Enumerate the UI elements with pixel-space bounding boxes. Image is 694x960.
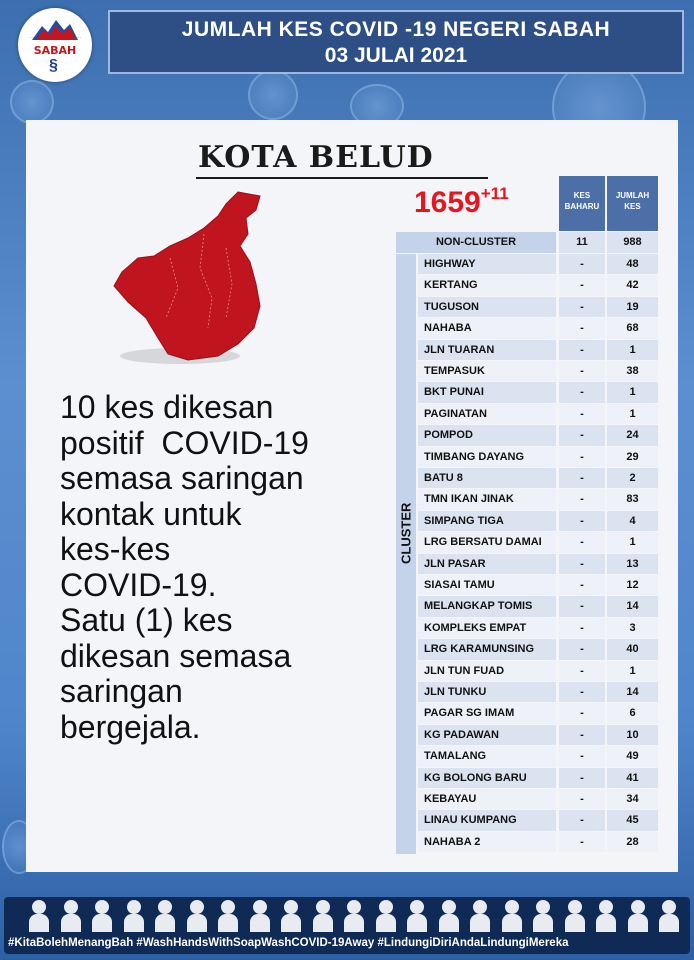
table-row-total: 40 — [607, 639, 658, 659]
description-line: kontak untuk — [60, 495, 242, 532]
non-cluster-new: 11 — [559, 232, 605, 253]
col-header-new: KES BAHARU — [559, 176, 605, 231]
frontliner-figure-icon — [501, 900, 523, 934]
table-row-total: 41 — [607, 768, 658, 788]
table-row-total: 2 — [607, 468, 658, 488]
table-row-name: KG PADAWAN — [418, 725, 556, 745]
case-description — [60, 390, 390, 745]
table-row-name: NAHABA 2 — [418, 832, 556, 852]
description-line: Satu (1) kes — [60, 602, 233, 638]
table-row-new: - — [559, 318, 605, 338]
table-row-total: 49 — [607, 746, 658, 766]
table-row-name: LINAU KUMPANG — [418, 810, 556, 830]
description-line: kes-kes — [60, 531, 171, 567]
kota-belud-map-icon — [108, 188, 268, 368]
table-row-new: - — [559, 682, 605, 702]
table-row-new: - — [559, 511, 605, 531]
frontliner-figure-icon — [343, 900, 365, 934]
table-row-total: 68 — [607, 318, 658, 338]
header-banner — [108, 10, 684, 74]
frontliner-figure-icon — [658, 900, 680, 934]
new-cases-value: +11 — [480, 184, 509, 203]
header-title: JUMLAH KES COVID -19 NEGERI SABAH — [181, 18, 611, 41]
non-cluster-label: NON-CLUSTER — [396, 232, 556, 253]
district-underline — [196, 177, 488, 179]
frontliner-figure-icon — [123, 900, 145, 934]
table-row-new: - — [559, 532, 605, 552]
table-row-total: 28 — [607, 832, 658, 852]
table-row-name: PAGAR SG IMAM — [418, 703, 556, 723]
district-title: KOTA BELUD — [198, 140, 434, 175]
frontliner-figure-icon — [91, 900, 113, 934]
table-row-new: - — [559, 425, 605, 445]
table-row-total: 13 — [607, 554, 658, 574]
table-row-total: 3 — [607, 618, 658, 638]
table-row-total: 6 — [607, 703, 658, 723]
table-row-name: KOMPLEKS EMPAT — [418, 618, 556, 638]
table-row-new: - — [559, 639, 605, 659]
total-cases — [414, 186, 509, 220]
table-row-total: 14 — [607, 596, 658, 616]
table-row-total: 38 — [607, 361, 658, 381]
table-row-name: PAGINATAN — [418, 404, 556, 424]
table-row-total: 29 — [607, 447, 658, 467]
description-line: positif COVID-19 — [60, 424, 309, 461]
total-cases-value: 1659 — [414, 186, 481, 219]
table-row-new: - — [559, 746, 605, 766]
table-row-new: - — [559, 489, 605, 509]
table-row-new: - — [559, 810, 605, 830]
table-row-new: - — [559, 703, 605, 723]
table-row-total: 83 — [607, 489, 658, 509]
table-row-new: - — [559, 254, 605, 274]
table-row-name: JLN TUARAN — [418, 340, 556, 360]
frontliner-figure-icon — [438, 900, 460, 934]
description-line: dikesan semasa — [60, 637, 292, 674]
table-row-name: LRG BERSATU DAMAI — [418, 532, 556, 552]
table-row-total: 45 — [607, 810, 658, 830]
table-row-total: 14 — [607, 682, 658, 702]
frontliner-figure-icon — [249, 900, 271, 934]
non-cluster-total: 988 — [607, 232, 658, 253]
frontliner-figure-icon — [154, 900, 176, 934]
table-row-name: TEMPASUK — [418, 361, 556, 381]
frontliner-figure-icon — [217, 900, 239, 934]
table-row-total: 24 — [607, 425, 658, 445]
frontliner-figure-icon — [312, 900, 334, 934]
frontliner-figure-icon — [595, 900, 617, 934]
table-row-new: - — [559, 382, 605, 402]
table-row-name: NAHABA — [418, 318, 556, 338]
header-date: 03 JULAI 2021 — [324, 44, 468, 67]
frontliner-figure-icon — [375, 900, 397, 934]
description-line: saringan — [60, 673, 183, 709]
table-row-name: KERTANG — [418, 275, 556, 295]
frontliner-figure-icon — [60, 900, 82, 934]
table-row-new: - — [559, 596, 605, 616]
virus-decoration-icon — [10, 80, 54, 124]
cluster-label — [399, 544, 414, 564]
description-line: semasa saringan — [60, 460, 304, 496]
table-row-name: TAMALANG — [418, 746, 556, 766]
table-row-total: 12 — [607, 575, 658, 595]
virus-decoration-icon — [248, 70, 298, 120]
table-row-name: SIASAI TAMU — [418, 575, 556, 595]
frontliner-figure-icon — [564, 900, 586, 934]
table-row-total: 1 — [607, 661, 658, 681]
table-row-name: TUGUSON — [418, 297, 556, 317]
description-line: COVID-19. — [60, 566, 217, 603]
frontliner-figure-icon — [469, 900, 491, 934]
footer-hashtags: #KitaBolehMenangBah #WashHandsWithSoapWashCOVID-19Away #LindungiDiriAndaLindungiMereka — [8, 937, 569, 949]
table-row-total: 19 — [607, 297, 658, 317]
table-row-new: - — [559, 275, 605, 295]
table-row-name: TIMBANG DAYANG — [418, 447, 556, 467]
table-row-total: 34 — [607, 789, 658, 809]
table-row-name: TMN IKAN JINAK — [418, 489, 556, 509]
table-row-name: HIGHWAY — [418, 254, 556, 274]
table-row-name: JLN TUNKU — [418, 682, 556, 702]
table-row-name: SIMPANG TIGA — [418, 511, 556, 531]
table-row-new: - — [559, 768, 605, 788]
table-row-name: BKT PUNAI — [418, 382, 556, 402]
table-row-total: 1 — [607, 382, 658, 402]
table-row-new: - — [559, 618, 605, 638]
table-row-total: 4 — [607, 511, 658, 531]
table-row-new: - — [559, 468, 605, 488]
frontliner-figure-icon — [627, 900, 649, 934]
table-row-new: - — [559, 554, 605, 574]
logo-swoosh-icon: § — [49, 57, 58, 74]
frontliner-figure-icon — [280, 900, 302, 934]
table-row-name: BATU 8 — [418, 468, 556, 488]
table-row-new: - — [559, 404, 605, 424]
table-row-new: - — [559, 661, 605, 681]
frontliner-figure-icon — [532, 900, 554, 934]
frontliner-figure-icon — [186, 900, 208, 934]
frontliner-figure-icon — [406, 900, 428, 934]
table-row-new: - — [559, 575, 605, 595]
description-line: 10 kes dikesan — [60, 389, 274, 425]
table-row-name: POMPOD — [418, 425, 556, 445]
table-row-name: LRG KARAMUNSING — [418, 639, 556, 659]
table-row-new: - — [559, 789, 605, 809]
table-row-new: - — [559, 725, 605, 745]
table-row-total: 1 — [607, 340, 658, 360]
table-row-new: - — [559, 297, 605, 317]
table-row-name: KEBAYAU — [418, 789, 556, 809]
table-row-new: - — [559, 447, 605, 467]
table-row-total: 1 — [607, 532, 658, 552]
table-row-total: 1 — [607, 404, 658, 424]
table-row-new: - — [559, 340, 605, 360]
table-row-name: JLN PASAR — [418, 554, 556, 574]
logo-subtitle: ······································· — [29, 35, 81, 40]
table-row-name: KG BOLONG BARU — [418, 768, 556, 788]
table-row-new: - — [559, 361, 605, 381]
table-row-total: 10 — [607, 725, 658, 745]
frontliner-figure-icon — [28, 900, 50, 934]
table-row-new: - — [559, 832, 605, 852]
logo-text: SABAH — [33, 44, 77, 57]
table-row-name: JLN TUN FUAD — [418, 661, 556, 681]
table-row-name: MELANGKAP TOMIS — [418, 596, 556, 616]
description-line: bergejala. — [60, 708, 201, 745]
table-row-total: 42 — [607, 275, 658, 295]
col-header-total: JUMLAH KES — [607, 176, 658, 231]
sabah-logo — [18, 8, 92, 82]
table-row-total: 48 — [607, 254, 658, 274]
